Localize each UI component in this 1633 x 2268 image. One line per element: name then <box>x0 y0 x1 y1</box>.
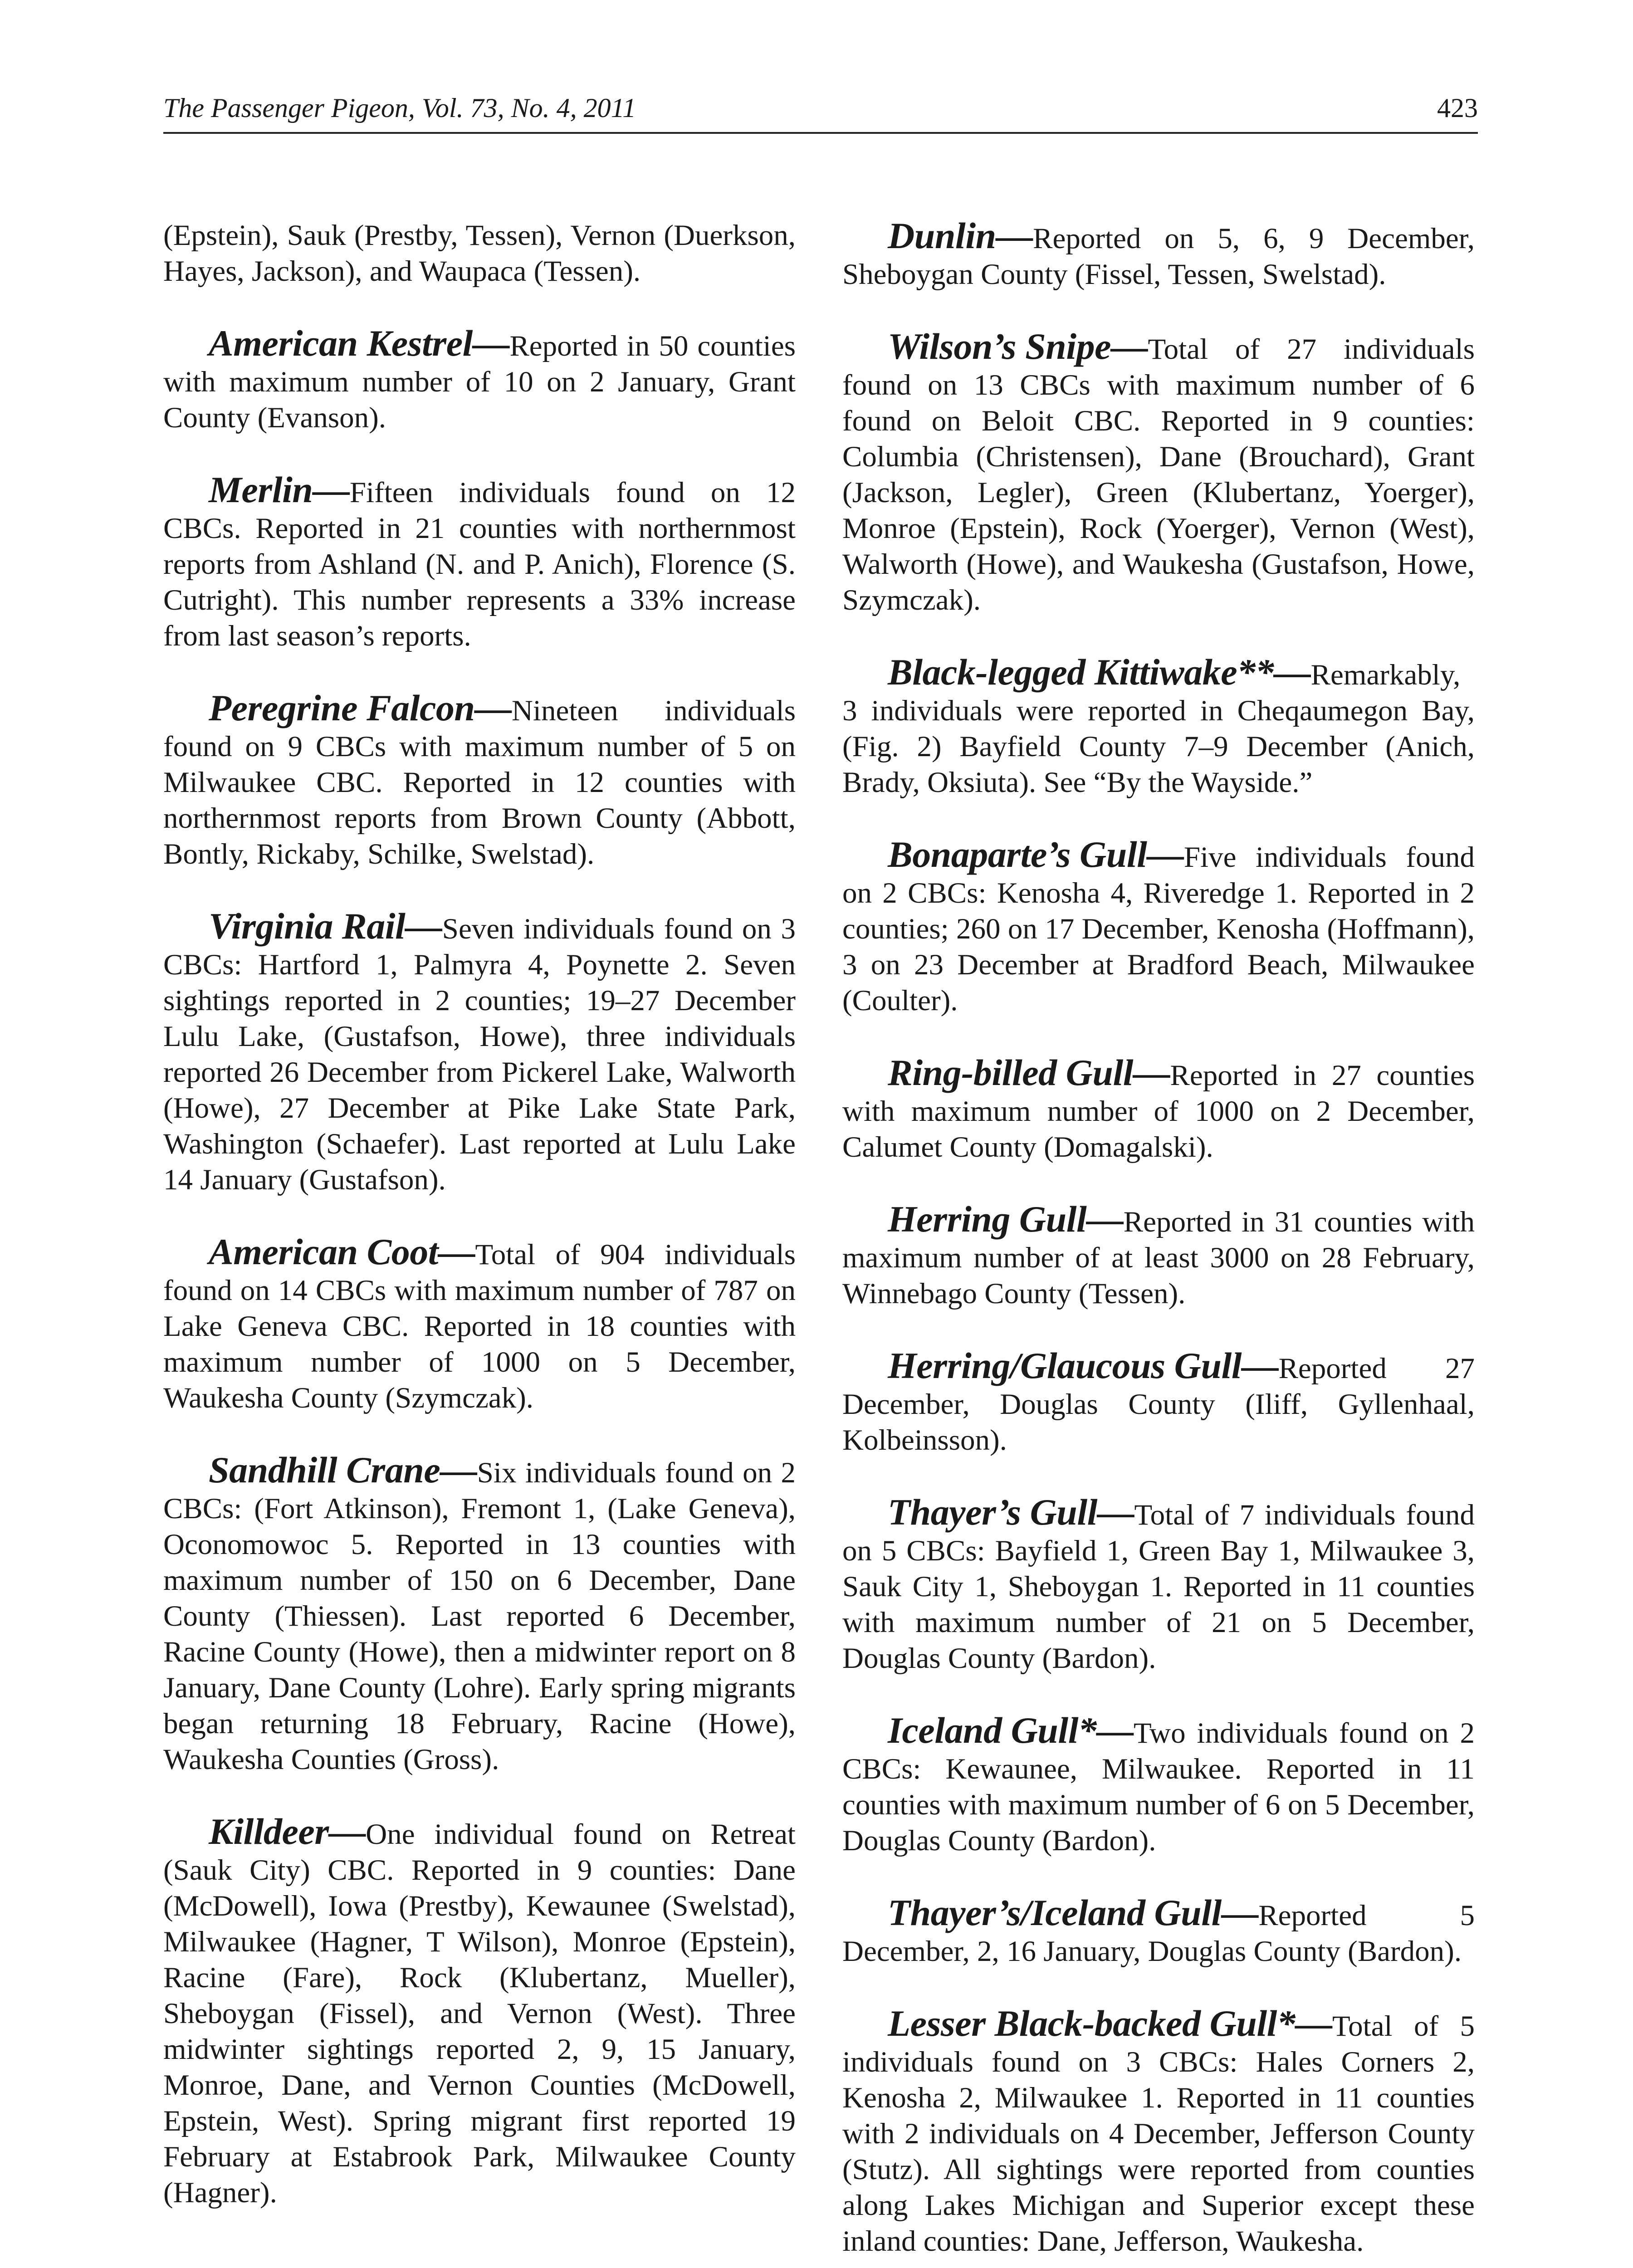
species-text: Total of 904 individuals found on 14 CBCs with maximum number of 787 on Lake Geneva CBC. Reported in 18 counties with maximum number of 1000 on 5 December, Waukesha County (Szymczak). <box>163 1238 796 1414</box>
species-text: Seven individuals found on 3 CBCs: Hartford 1, Palmyra 4, Poynette 2. Seven sightings reported in 2 counties; 19–27 December Lulu Lake, (Gustafson, Howe), three individuals reported 26 December from Pickerel Lake, Walworth (Howe), 27 December at Pike Lake State Park, Washington (Schaefer). Last reported at Lulu Lake 14 January (Gustafson). <box>163 913 796 1196</box>
species-text: Fifteen individuals found on 12 CBCs. Reported in 21 counties with northernmost reports from Ashland (N. and P. Anich), Florence (S. Cutright). This number represents a 33% increase from last season’s reports. <box>163 476 796 652</box>
species-entry-dunlin <box>842 215 1475 293</box>
see-reference-text: “By the Wayside.” <box>1086 766 1313 799</box>
species-entry-thayers-gull <box>842 1491 1475 1677</box>
species-name: Ring-billed Gull— <box>888 1052 1170 1093</box>
species-entry-merlin <box>163 469 796 654</box>
species-text: Six individuals found on 2 CBCs: (Fort Atkinson), Fremont 1, (Lake Geneva), Oconomowoc 5. Reported in 13 counties with maximum number of 150 on 6 December, Dane County (Thiessen). Last reported 6 December, Racine County (Howe), then a midwinter report on 8 January, Dane County (Lohre). Early spring migrants began returning 18 February, Racine (Howe), Waukesha Counties (Gross). <box>163 1457 796 1776</box>
species-name: Peregrine Falcon— <box>209 687 512 728</box>
species-text: Total of 27 individuals found on 13 CBCs with maximum number of 6 found on Beloit CBC. Reported in 9 counties: Columbia (Christensen), Dane (Brouchard), Grant (Jackson, Legler), Green (Klubertanz, Yoerger), Monroe (Epstein), Rock (Yoerger), Vernon (West), Walworth (Howe), and Waukesha (Gustafson, Howe, Szymczak). <box>842 333 1475 616</box>
species-entry-lesser-black-backed-gull <box>842 2005 1475 2259</box>
species-entry-herring-gull <box>842 1198 1475 1312</box>
species-text: Reported in 27 counties with maximum number of 1000 on 2 December, Calumet County (Domagalski). <box>842 1059 1475 1163</box>
species-text: Reported in 31 counties with maximum number of at least 3000 on 28 February, Winnebago County (Tessen). <box>842 1206 1475 1310</box>
species-entry-herring-glaucous-gull <box>842 1345 1475 1458</box>
species-entry-black-legged-kittiwake <box>842 651 1475 801</box>
species-name: Thayer’s/Iceland Gull— <box>888 1892 1259 1933</box>
species-name: Herring/Glaucous Gull— <box>888 1345 1279 1386</box>
continuation-paragraph: (Epstein), Sauk (Prestby, Tessen), Vernon (Duerkson, Hayes, Jackson), and Waupaca (Tessen). <box>163 219 796 288</box>
species-name: Lesser Black-backed Gull*— <box>888 2003 1332 2044</box>
species-text: Total of 7 individuals found on 5 CBCs: Bayfield 1, Green Bay 1, Milwaukee 3, Sauk City 1, Sheboygan 1. Reported in 11 counties with maximum number of 21 on 5 December, Douglas County (Bardon). <box>842 1499 1475 1675</box>
species-text: Five individuals found on 2 CBCs: Kenosha 4, Riveredge 1. Reported in 2 counties; 260 on 17 December, Kenosha (Hoffmann), 3 on 23 December at Bradford Beach, Milwaukee (Coulter). <box>842 841 1475 1017</box>
species-entry-thayers-iceland-gull <box>842 1892 1475 1970</box>
species-name: Merlin— <box>209 469 350 510</box>
species-text: Reported in 50 counties with maximum number of 10 on 2 January, Grant County (Evanson). <box>163 330 796 434</box>
species-entry-bonapartes-gull <box>842 836 1475 1019</box>
species-name: Bonaparte’s Gull— <box>888 834 1184 875</box>
species-entry-american-kestrel <box>163 325 796 436</box>
species-text: Nineteen individuals found on 9 CBCs with maximum number of 5 on Milwaukee CBC. Reported in 12 counties with northernmost reports from Brown County (Abbott, Bontly, Rickaby, Schilke, Swelstad). <box>163 694 796 870</box>
species-entry-virginia-rail <box>163 905 796 1198</box>
species-name: Black-legged Kittiwake**— <box>888 651 1311 693</box>
species-name: Dunlin— <box>888 215 1033 256</box>
species-name: Sandhill Crane— <box>209 1449 477 1491</box>
species-text: Reported 27 December, Douglas County (Iliff, Gyllenhaal, Kolbeinsson). <box>842 1352 1475 1457</box>
species-text: Total of 5 individuals found on 3 CBCs: Hales Corners 2, Kenosha 2, Milwaukee 1. Reported in 11 counties with 2 individuals on 4 December, Jefferson County (Stutz). All sightings were reported from counties along Lakes Michigan and Superior except these inland counties: Dane, Jefferson, Waukesha. <box>842 2010 1475 2258</box>
species-entry-wilsons-snipe <box>842 328 1475 618</box>
species-name: American Kestrel— <box>209 323 510 364</box>
left-column <box>163 218 796 2247</box>
species-entry-peregrine-falcon <box>163 687 796 872</box>
species-text: Reported on 5, 6, 9 December, Sheboygan County (Fissel, Tessen, Swelstad). <box>842 222 1475 291</box>
species-entry-ring-billed-gull <box>842 1052 1475 1165</box>
species-name: Herring Gull— <box>888 1198 1124 1240</box>
species-text: One individual found on Retreat (Sauk City) CBC. Reported in 9 counties: Dane (McDowell), Iowa (Prestby), Kewaunee (Swelstad), Milwaukee (Hagner, T Wilson), Monroe (Epstein), Racine (Fare), Rock (Klubertanz, Mueller), Sheboygan (Fissel), and Vernon (West). Three midwinter sightings reported 2, 9, 15 January, Monroe, Dane, and Vernon Counties (McDowell, Epstein, West). Spring migrant first reported 19 February at Estabrook Park, Milwaukee County (Hagner). <box>163 1818 796 2209</box>
page-number: 423 <box>1437 93 1478 123</box>
species-name: Iceland Gull*— <box>888 1710 1134 1751</box>
species-text: Two individuals found on 2 CBCs: Kewaunee, Milwaukee. Reported in 11 counties with maximum number of 6 on 5 December, Douglas County (Bardon). <box>842 1717 1475 1857</box>
species-entry-american-coot <box>163 1231 796 1416</box>
species-name: American Coot— <box>209 1231 475 1272</box>
species-entry-killdeer <box>163 1813 796 2211</box>
page-header <box>163 84 1478 134</box>
species-name: Virginia Rail— <box>209 905 442 947</box>
species-text: Remarkably, 3 individuals were reported in Cheqaumegon Bay, (Fig. 2) Bayfield County 7–9 December (Anich, Brady, Oksiuta). <box>842 659 1475 799</box>
species-name: Wilson’s Snipe— <box>888 326 1148 367</box>
species-entry-sandhill-crane <box>163 1449 796 1778</box>
species-name: Thayer’s Gull— <box>888 1491 1134 1533</box>
species-text: Reported 5 December, 2, 16 January, Douglas County (Bardon). <box>842 1899 1475 1968</box>
journal-title: The Passenger Pigeon, Vol. 73, No. 4, 2011 <box>163 93 636 123</box>
species-entry-iceland-gull <box>842 1712 1475 1859</box>
species-name: Killdeer— <box>209 1811 366 1852</box>
right-column <box>842 215 1475 2268</box>
header-rule <box>163 132 1478 134</box>
see-reference-word: See <box>1043 766 1086 799</box>
